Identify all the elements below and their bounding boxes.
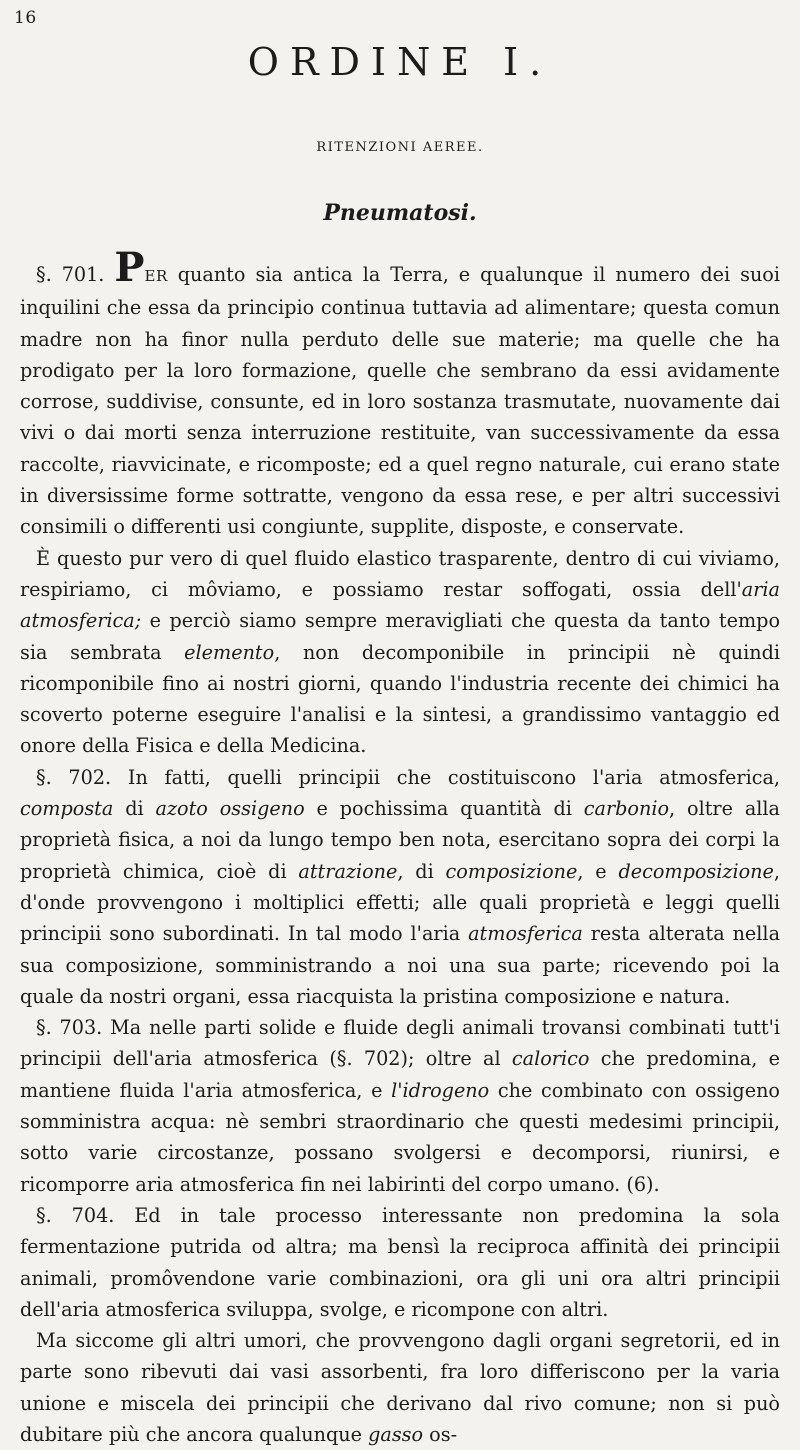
italic-term: azoto ossigeno xyxy=(155,797,305,821)
italic-term: composizione xyxy=(445,859,578,883)
italic-term: gasso xyxy=(368,1422,424,1446)
text-run: che combinato con ossigeno somministra acqua: nè sembri straordinario che questi medesimi principii, sotto varie circostanze, possano svolgersi e decomporsi, riunirsi, e ricomporre aria atmosferica fin nei labirinti del corpo umano. (6). xyxy=(20,1078,780,1196)
body-text xyxy=(20,244,781,1450)
italic-term: atmosferica xyxy=(468,922,583,946)
text-run: e perciò siamo sempre meravigliati che questa da tanto tempo sia sembrata xyxy=(20,609,780,664)
paragraph-text: quanto sia antica la Terra, e qualunque il numero dei suoi inquilini che essa da principio continua tuttavia ad alimentare; questa comun madre non ha finor nulla perduto delle sue materie; ma quelle che ha prodigato per la loro formazione, quelle che sembrano da essi avidamente corrose, suddivise, consunte, ed in loro sostanza trasmutate, nuovamente dai vivi o dai morti senza interruzione restituite, van successivamente da essa raccolte, riavvicinate, e ricomposte; ed a quel regno naturale, cui erano state in diversissime forme sottratte, vengono da essa rese, e per altri successivi consimili o differenti usi congiunte, supplite, disposte, e conservate. xyxy=(20,263,780,539)
page-heading: ORDINE I. xyxy=(247,40,553,84)
paragraph-702 xyxy=(20,762,780,1012)
italic-term: composta xyxy=(20,797,114,821)
text-run: os- xyxy=(423,1422,458,1446)
drop-cap: P xyxy=(114,244,145,291)
text-run: In fatti, quelli principii che costituiscono l'aria atmosferica, xyxy=(127,765,781,789)
section-number: §. 704. xyxy=(36,1203,115,1227)
text-run: Ma siccome gli altri umori, che provvengono dagli organi segretorii, ed in parte sono ribevuti dai vasi assorbenti, fra loro differiscono per la varia unione e miscela dei principii che derivano dal rivo comune; non si può dubitare più che ancora qualunque xyxy=(20,1329,780,1446)
small-caps-lead: ER xyxy=(144,267,168,285)
text-run: che predomina, e mantiene fluida l'aria atmosferica, e xyxy=(20,1047,781,1102)
italic-term: decomposizione xyxy=(618,859,774,883)
italic-term: elemento xyxy=(184,640,275,664)
paragraph-aria xyxy=(20,543,780,762)
italic-term: calorico xyxy=(511,1047,590,1071)
paragraph-701 xyxy=(20,244,780,543)
section-number: §. 701. xyxy=(36,263,105,286)
italic-term: attrazione xyxy=(298,859,398,883)
paragraph-703 xyxy=(20,1012,780,1200)
text-run: , non decomponibile in principii nè quindi ricomponibile fino ai nostri giorni, quando l'industria recente dei chimici ha scoverto poterne eseguire l'analisi e la sintesi, a grandissimo vantaggio ed onore della Fisica e della Medicina. xyxy=(20,640,780,758)
paragraph-text: Ed in tale processo interessante non predomina la sola fermentazione putrida od altra; ma bensì la reciproca affinità dei principii animali, promôvendone varie combinazioni, ora gli uni ora altri principii dell'aria atmosferica sviluppa, svolge, e ricompone con altri. xyxy=(20,1203,780,1321)
text-run: , di xyxy=(397,859,446,883)
subheading: RITENZIONI AEREE. xyxy=(316,140,484,155)
text-run: , d'onde provvengono i moltiplici effetti; alle quali proprietà e leggi quelli principii sono subordinati. In tal modo l'aria xyxy=(20,859,781,946)
text-run: , e xyxy=(577,859,619,883)
italic-term: aria atmosferica; xyxy=(20,577,780,633)
page-number: 16 xyxy=(14,8,37,28)
text-run: Ma nelle parti solide e fluide degli animali trovansi combinati tutt'i principii dell'aria atmosferica (§. 702); oltre al xyxy=(20,1016,780,1071)
text-run: , oltre alla proprietà fisica, a noi da lungo tempo ben nota, esercitano sopra dei corpi la proprietà chimica, cioè di xyxy=(20,797,780,883)
italic-term: l'idrogeno xyxy=(391,1078,490,1102)
text-run: resta alterata nella sua composizione, somministrando a noi una sua parte; ricevendo poi la quale da nostri organi, essa riacquista la pristina composizione e natura. xyxy=(20,922,781,1008)
section-title: Pneumatosi. xyxy=(323,200,477,226)
italic-term: carbonio xyxy=(583,797,670,821)
text-run: È questo pur vero di quel fluido elastico trasparente, dentro di cui viviamo, respiriamo, ci môviamo, e possiamo restar soffogati, ossia dell' xyxy=(20,546,780,601)
text-run: e pochissima quantità di xyxy=(304,797,584,821)
section-number: §. 702. xyxy=(36,765,112,789)
text-run: di xyxy=(113,797,156,821)
paragraph-704 xyxy=(20,1200,780,1325)
section-number: §. 703. xyxy=(36,1016,103,1040)
paragraph-umori xyxy=(20,1325,780,1450)
